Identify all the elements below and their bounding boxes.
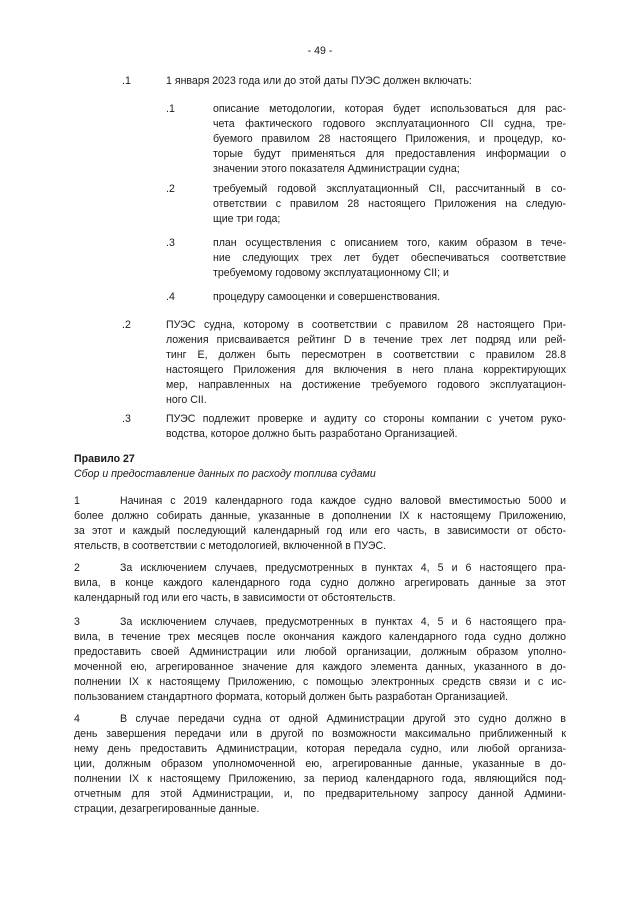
subitem-3-text [213,236,566,281]
item-2-number: .2 [122,319,131,331]
text-line: За исключением случаев, предусмотренных в пунктах 4, 5 и 6 настоящего пра- [120,616,566,628]
text-line: требуемому годовому эксплуатационному CII; и [213,267,449,279]
item-1-number: .1 [122,75,131,87]
subitem-2-text [213,182,566,227]
text-line: моченной ею, агрегированное значение для каждого элемента данных, указанного в до- [74,661,566,673]
text-line: за этот и каждый последующий календарный год или его часть, в зависимости от обсто- [74,525,566,537]
text-line: За исключением случаев, предусмотренных в пунктах 4, 5 и 6 настоящего пра- [120,562,566,574]
text-line: щие три года; [213,213,281,225]
paragraph-1-number: 1 [74,495,80,507]
item-2-text [166,318,566,408]
text-line: день завершения передачи или в другой по возможности максимально приближенный к [74,728,566,740]
text-line: описание методологии, которая будет использоваться для рас- [213,103,566,115]
text-line: календарный год или его часть, в зависимости от обстоятельств. [74,592,396,604]
text-line: ятельств, в соответствии с методологией, включенной в ПУЭС. [74,540,387,552]
text-line: мер, направленных на достижение требуемого годового эксплуатацион- [166,379,566,391]
text-line: тинг E, должен быть пересмотрен в соответствии с правилом 28.8 [166,349,566,361]
text-line: ответствии с правилом 28 настоящего Приложения на следую- [213,198,566,210]
text-line: вила, в конце каждого календарного года судно должно агрегировать данные за этот [74,577,566,589]
text-line: полнении IX к настоящему Приложению, с помощью электронных средств связи и с ис- [74,676,566,688]
paragraph-3-number: 3 [74,616,80,628]
subitem-1-text [213,102,566,177]
subitem-4-text [213,290,566,305]
text-line: ции, должным образом уполномоченной ею, агрегированные данные, указанные в до- [74,758,566,770]
item-3-number: .3 [122,413,131,425]
paragraph-4-number: 4 [74,713,80,725]
rule-heading: Правило 27 [74,453,135,465]
text-line: нему день предоставить Администрации, которая передала судно, или любой организа- [74,743,566,755]
rule-subheading: Сбор и предоставление данных по расходу топлива судами [74,468,376,480]
text-line: В случае передачи судна от одной Администрации другой это судно должно в [120,713,566,725]
page-number: - 49 - [307,45,333,57]
subitem-3-number: .3 [166,237,175,249]
text-line: настоящего Приложения для включения в него плана корректирующих [166,364,566,376]
text-line: буемого правилом 28 настоящего Приложения, и процедур, ко- [213,133,566,145]
paragraph-1 [74,494,566,554]
text-line: более должно собирать данные, указанные в дополнении IX к настоящему Приложению, [74,510,566,522]
paragraph-3 [74,615,566,705]
paragraph-4 [74,712,566,817]
text-line: полнении IX к настоящему Приложению, за период календарного года, являющийся под- [74,773,566,785]
text-line: вила, в течение трех месяцев после окончания каждого календарного года судно должно [74,631,566,643]
text-line: чета фактического годового эксплуатационного CII судна, тре- [213,118,566,130]
text-line: требуемый годовой эксплуатационный CII, рассчитанный в со- [213,183,566,195]
text-line: ПУЭС судна, которому в соответствии с правилом 28 настоящего При- [166,319,566,331]
text-line: страции, дезагрегированные данные. [74,803,260,815]
text-line: значении этого показателя Администрации судна; [213,163,460,175]
text-line: ние следующих трех лет будет обеспечиваться соответствие [213,252,566,264]
text-line: предоставить своей Администрации или любой организации, должным образом уполно- [74,646,566,658]
text-line: ного CII. [166,394,207,406]
item-1-intro: 1 января 2023 года или до этой даты ПУЭС должен включать: [166,75,472,87]
text-line: водства, которое должно быть разработано Организацией. [166,428,458,440]
text-line: пользованием стандартного формата, который должен быть разработан Организацией. [74,691,509,703]
text-line: торые будут применяться для предоставления информации о [213,148,566,160]
subitem-2-number: .2 [166,183,175,195]
subitem-1-number: .1 [166,103,175,115]
text-line: план осуществления с описанием того, каким образом в тече- [213,237,566,249]
text-line: ложения присваивается рейтинг D в течение трех лет подряд или рей- [166,334,566,346]
text-line: ПУЭС подлежит проверке и аудиту со стороны компании с учетом руко- [166,413,566,425]
text-line: отчетным для этой Администрации, и, по предварительному запросу данной Админи- [74,788,566,800]
subitem-4-number: .4 [166,291,175,303]
text-line: Начиная с 2019 календарного года каждое судно валовой вместимостью 5000 и [120,495,566,507]
paragraph-2-number: 2 [74,562,80,574]
item-3-text [166,412,566,442]
text-line: процедуру самооценки и совершенствования. [213,291,441,303]
paragraph-2 [74,561,566,606]
